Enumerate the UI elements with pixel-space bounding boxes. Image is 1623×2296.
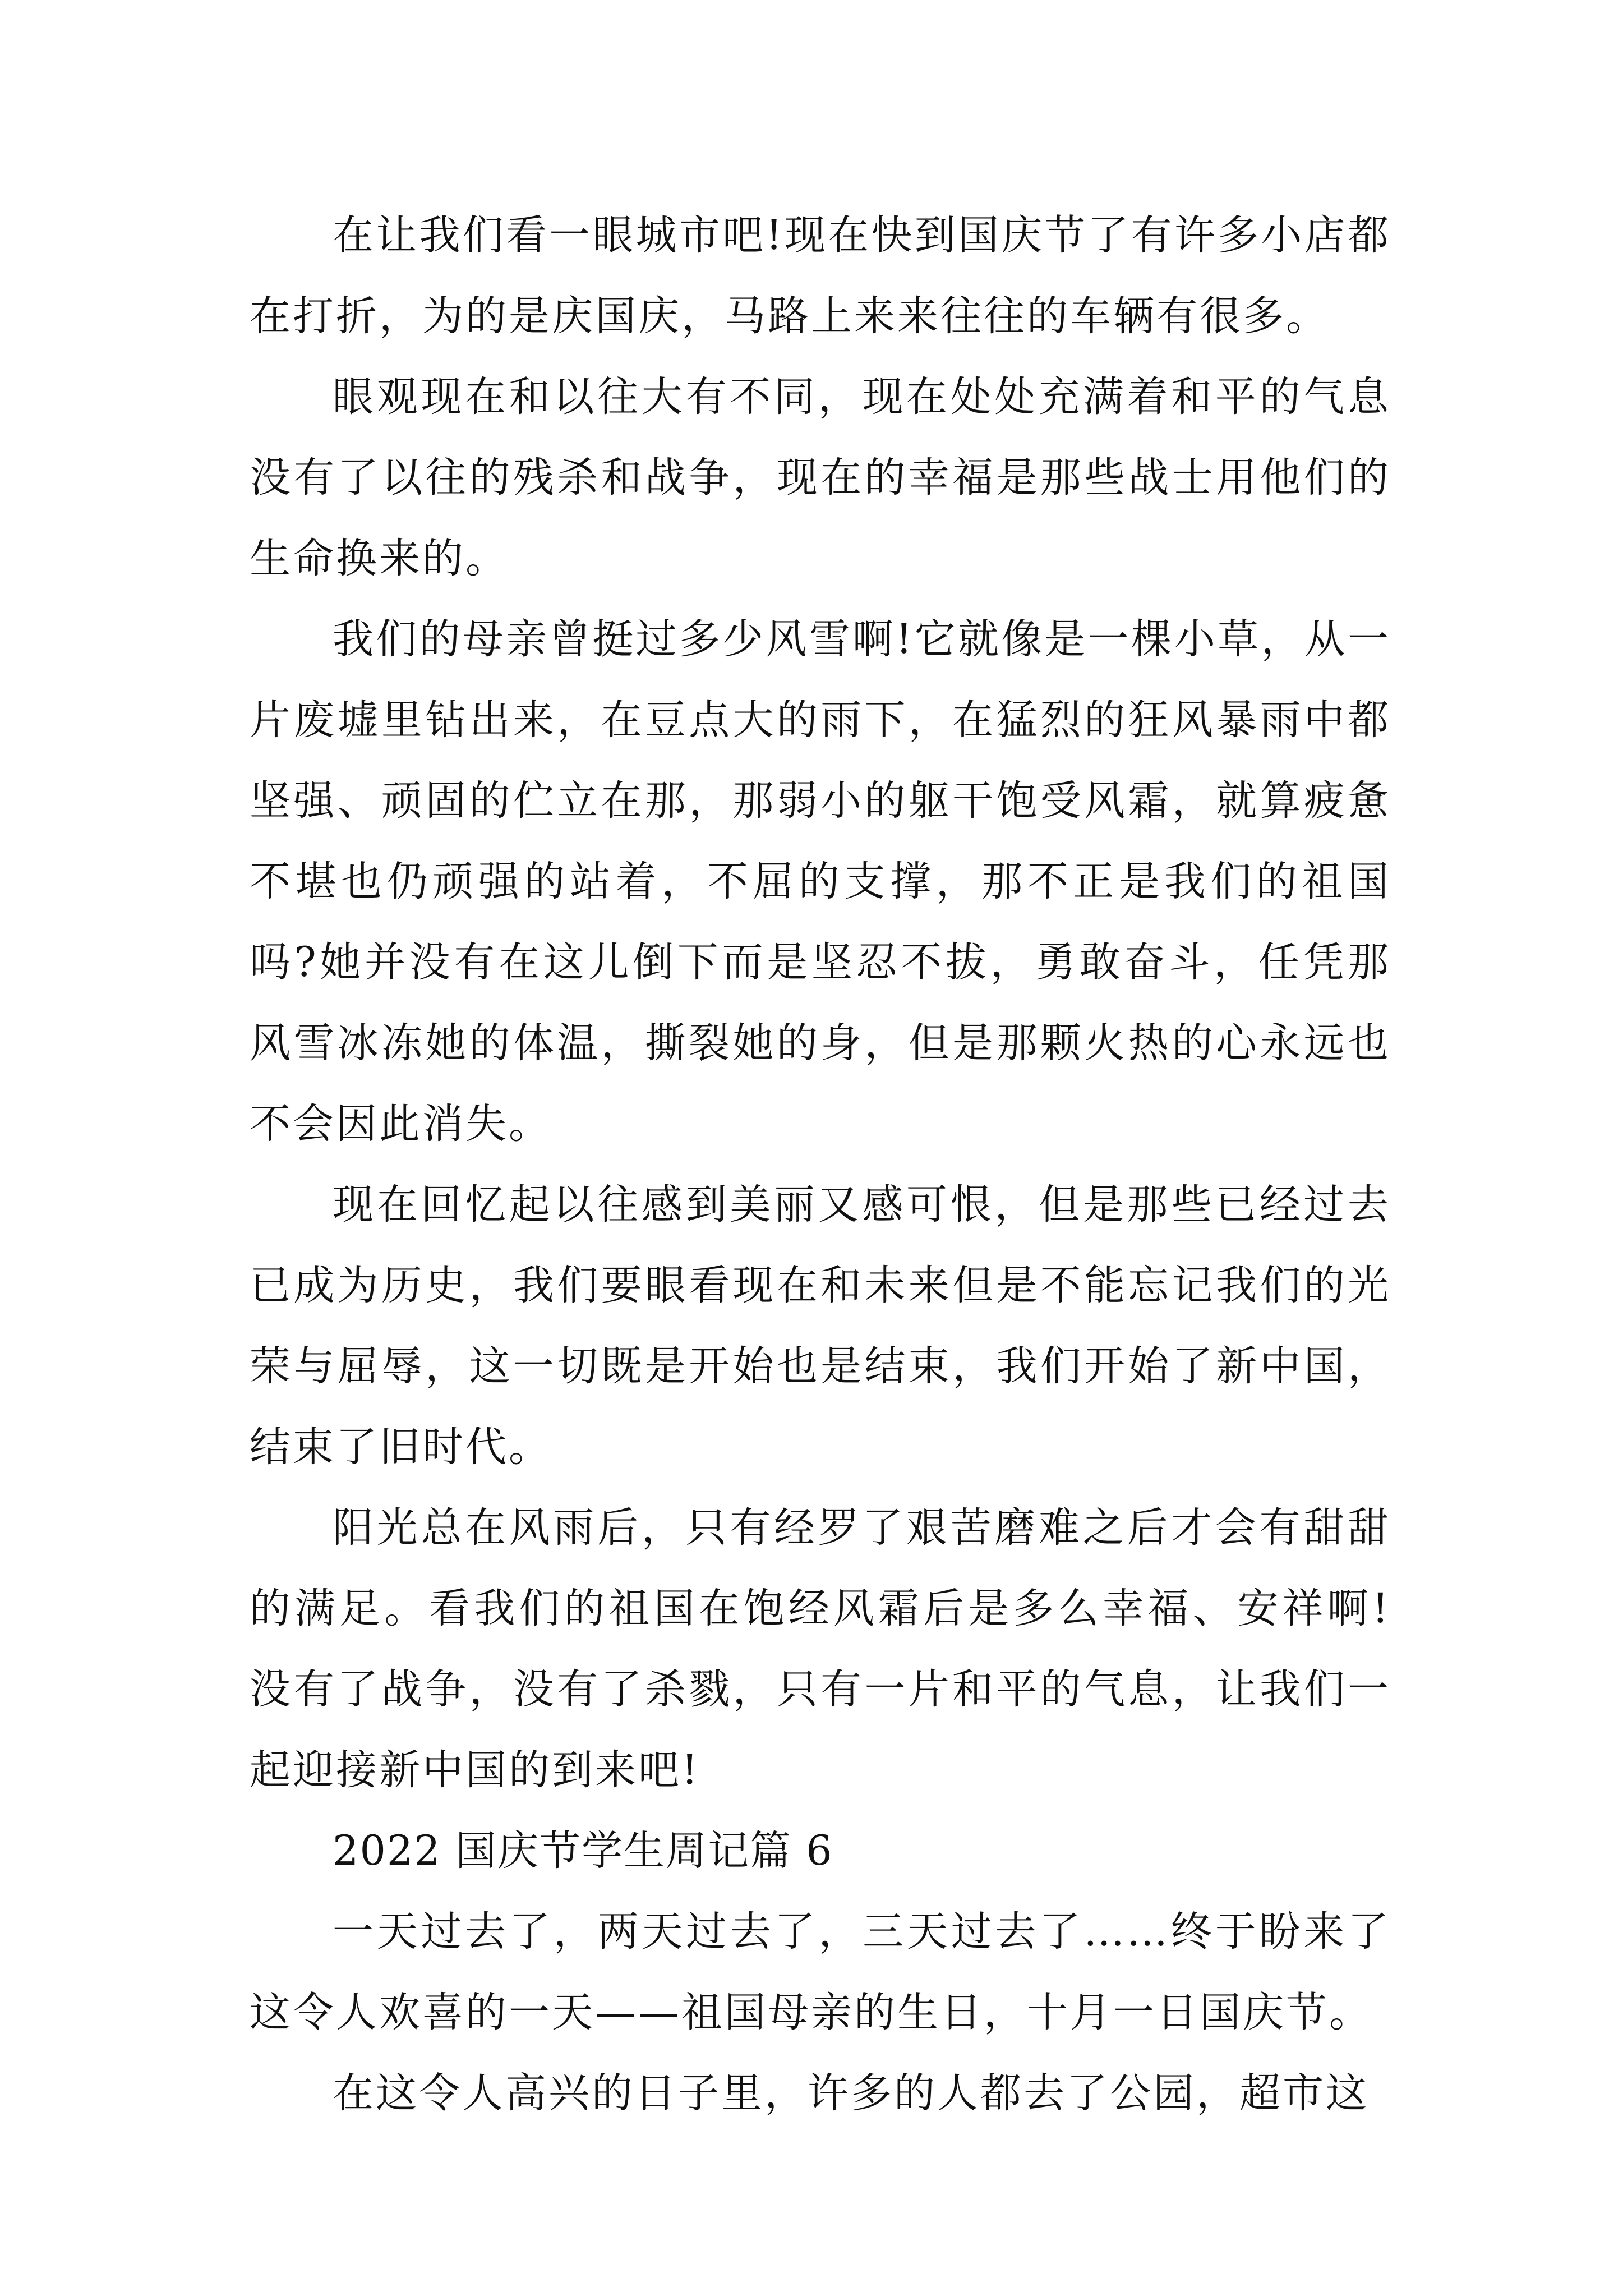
section-heading: 2022 国庆节学生周记篇 6	[333, 1827, 833, 1875]
paragraph-sunshine: 阳光总在风雨后，只有经罗了艰苦磨难之后才会有甜甜的满足。看我们的祖国在饱经风霜后是多么幸福、安祥啊!没有了战争，没有了杀戮，只有一片和平的气息，让我们一起迎接新中国的到来吧!	[250, 1504, 1391, 1794]
paragraph-mother: 我们的母亲曾挺过多少风雪啊!它就像是一棵小草，从一片废墟里钻出来，在豆点大的雨下，在猛烈的狂风暴雨中都坚强、顽固的伫立在那，那弱小的躯干饱受风霜，就算疲惫不堪也仍顽强的站着，不屈的支撑，那不正是我们的祖国吗?她并没有在这儿倒下而是坚忍不拔，勇敢奋斗，任凭那风雪冰冻她的体温，撕裂她的身，但是那颗火热的心永远也不会因此消失。	[250, 615, 1391, 1148]
paragraph-city: 在让我们看一眼城市吧!现在快到国庆节了有许多小店都在打折，为的是庆国庆，马路上来来往往的车辆有很多。	[250, 211, 1391, 340]
paragraph-happy-day: 在这令人高兴的日子里，许多的人都去了公园，超市这	[333, 2069, 1369, 2117]
paragraph-history: 现在回忆起以往感到美丽又感可恨，但是那些已经过去已成为历史，我们要眼看现在和未来但是不能忘记我们的光荣与屈辱，这一切既是开始也是结束，我们开始了新中国，结束了旧时代。	[250, 1181, 1391, 1471]
paragraph-peace: 眼观现在和以往大有不同，现在处处充满着和平的气息没有了以往的残杀和战争，现在的幸福是那些战士用他们的生命换来的。	[250, 373, 1391, 582]
document-body	[250, 195, 1391, 2134]
paragraph-days-passed: 一天过去了，两天过去了，三天过去了……终于盼来了这令人欢喜的一天——祖国母亲的生日，十月一日国庆节。	[250, 1908, 1391, 2036]
